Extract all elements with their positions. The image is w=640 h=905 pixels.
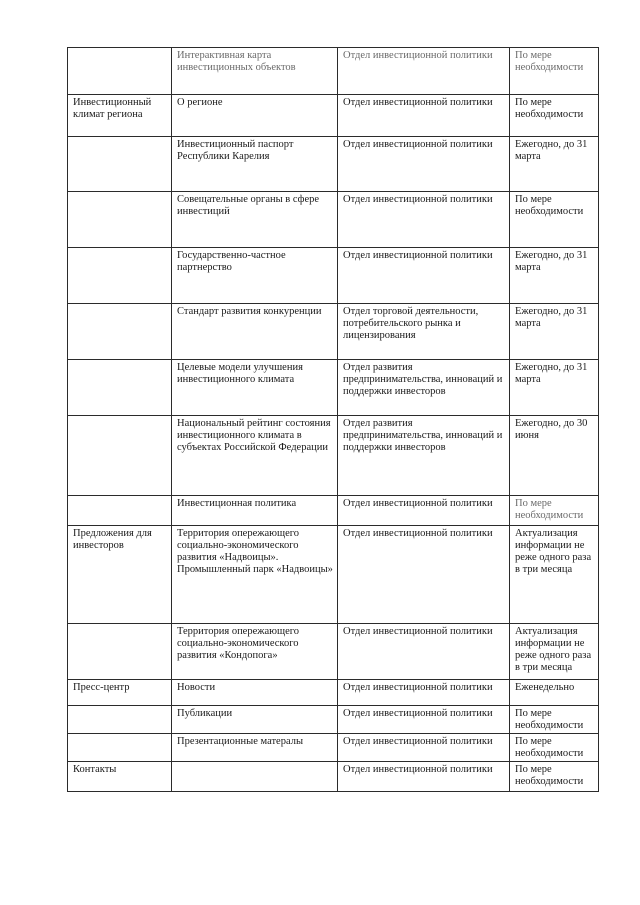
section-cell (68, 496, 172, 526)
table-row (68, 48, 599, 95)
table-row (68, 95, 599, 137)
period-cell: Ежегодно, до 31 марта (510, 360, 599, 416)
section-cell: Предложения для инвесторов (68, 526, 172, 624)
period-cell: По мере необходимости (510, 734, 599, 762)
item-cell: О регионе (172, 95, 338, 137)
department-cell: Отдел инвестиционной политики (338, 706, 510, 734)
department-cell: Отдел инвестиционной политики (338, 680, 510, 706)
table-row (68, 734, 599, 762)
table-row (68, 304, 599, 360)
department-cell: Отдел развития предпринимательства, инноваций и поддержки инвесторов (338, 360, 510, 416)
item-cell: Интерактивная карта инвестиционных объектов (172, 48, 338, 95)
section-cell (68, 48, 172, 95)
department-cell: Отдел торговой деятельности, потребительского рынка и лицензирования (338, 304, 510, 360)
section-cell: Инвестиционный климат региона (68, 95, 172, 137)
table-row (68, 137, 599, 192)
period-cell: По мере необходимости (510, 192, 599, 248)
section-cell (68, 734, 172, 762)
table-row (68, 680, 599, 706)
plan-table (67, 47, 599, 792)
item-cell: Публикации (172, 706, 338, 734)
period-cell: Ежегодно, до 31 марта (510, 137, 599, 192)
table-row (68, 496, 599, 526)
section-cell (68, 248, 172, 304)
table-row (68, 248, 599, 304)
table-row (68, 192, 599, 248)
department-cell: Отдел инвестиционной политики (338, 95, 510, 137)
item-cell: Государственно-частное партнерство (172, 248, 338, 304)
item-cell: Территория опережающего социально-экономического развития «Кондопога» (172, 624, 338, 680)
item-cell: Стандарт развития конкуренции (172, 304, 338, 360)
department-cell: Отдел инвестиционной политики (338, 48, 510, 95)
item-cell: Инвестиционная политика (172, 496, 338, 526)
department-cell: Отдел развития предпринимательства, инноваций и поддержки инвесторов (338, 416, 510, 496)
section-cell: Контакты (68, 762, 172, 792)
item-cell: Целевые модели улучшения инвестиционного климата (172, 360, 338, 416)
period-cell: Ежегодно, до 31 марта (510, 304, 599, 360)
item-cell: Новости (172, 680, 338, 706)
period-cell: Ежегодно, до 30 июня (510, 416, 599, 496)
item-cell: Территория опережающего социально-экономического развития «Надвоицы». Промышленный парк «Надвоицы» (172, 526, 338, 624)
period-cell: Еженедельно (510, 680, 599, 706)
department-cell: Отдел инвестиционной политики (338, 192, 510, 248)
department-cell: Отдел инвестиционной политики (338, 734, 510, 762)
period-cell: По мере необходимости (510, 48, 599, 95)
item-cell: Совещательные органы в сфере инвестиций (172, 192, 338, 248)
period-cell: Ежегодно, до 31 марта (510, 248, 599, 304)
item-cell: Национальный рейтинг состояния инвестиционного климата в субъектах Российской Федерации (172, 416, 338, 496)
period-cell: Актуализация информации не реже одного раза в три месяца (510, 624, 599, 680)
section-cell (68, 360, 172, 416)
section-cell (68, 624, 172, 680)
department-cell: Отдел инвестиционной политики (338, 248, 510, 304)
item-cell: Презентационные матералы (172, 734, 338, 762)
table-row (68, 360, 599, 416)
period-cell: Актуализация информации не реже одного раза в три месяца (510, 526, 599, 624)
period-cell: По мере необходимости (510, 762, 599, 792)
table-row (68, 624, 599, 680)
department-cell: Отдел инвестиционной политики (338, 624, 510, 680)
item-cell: Инвестиционный паспорт Республики Карелия (172, 137, 338, 192)
department-cell: Отдел инвестиционной политики (338, 526, 510, 624)
department-cell: Отдел инвестиционной политики (338, 137, 510, 192)
section-cell (68, 304, 172, 360)
section-cell: Пресс-центр (68, 680, 172, 706)
table-row (68, 416, 599, 496)
period-cell: По мере необходимости (510, 95, 599, 137)
table-row (68, 762, 599, 792)
department-cell: Отдел инвестиционной политики (338, 762, 510, 792)
period-cell: По мере необходимости (510, 706, 599, 734)
item-cell (172, 762, 338, 792)
section-cell (68, 192, 172, 248)
section-cell (68, 706, 172, 734)
table-row (68, 706, 599, 734)
section-cell (68, 416, 172, 496)
table-row (68, 526, 599, 624)
section-cell (68, 137, 172, 192)
department-cell: Отдел инвестиционной политики (338, 496, 510, 526)
period-cell: По мере необходимости (510, 496, 599, 526)
plan-table-body (68, 48, 599, 792)
